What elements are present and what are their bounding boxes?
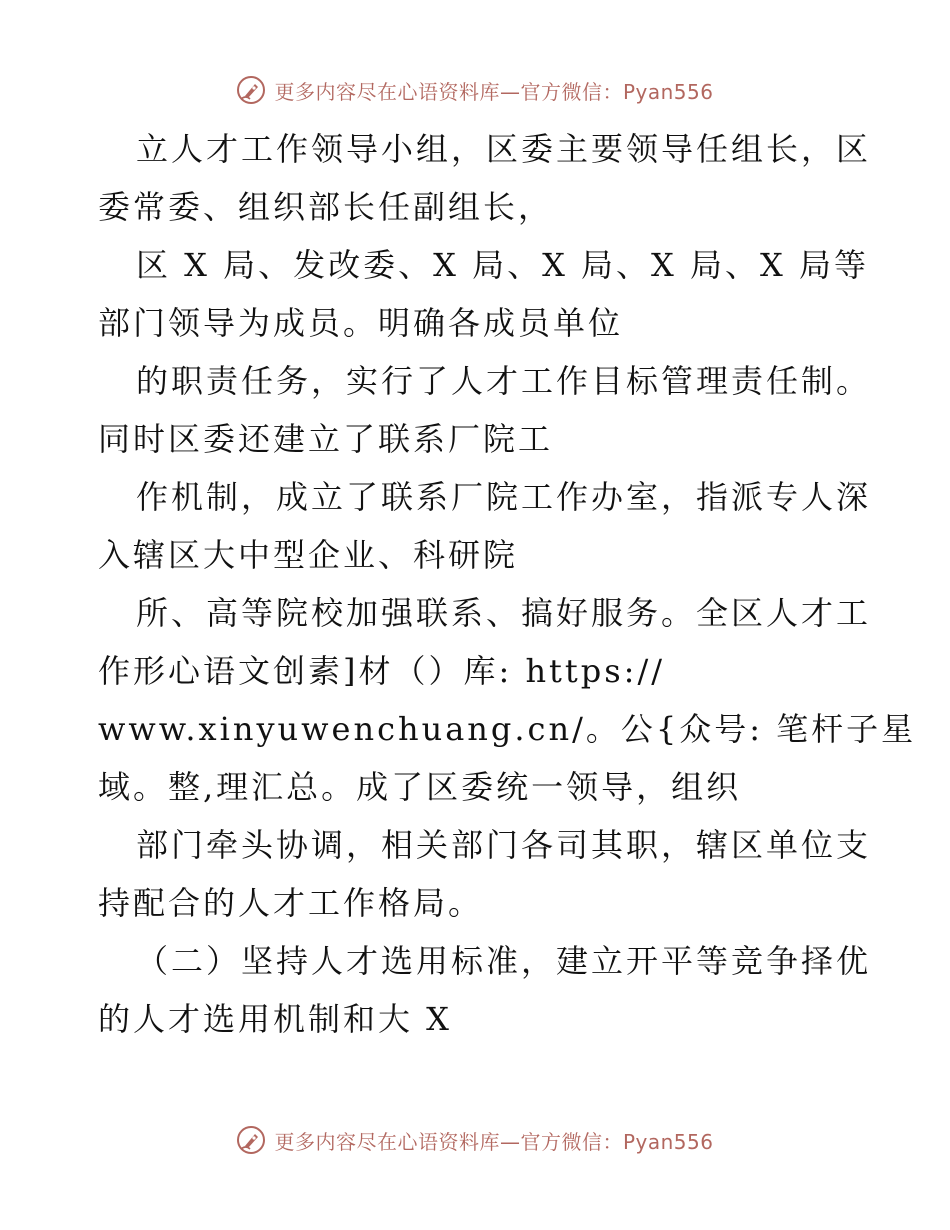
header-banner [0,70,950,110]
header-banner-text: 更多内容尽在心语资料库—官方微信：Pyan556 [274,79,714,104]
body-line: 部门领导为成员。明确各成员单位 [98,304,624,342]
footer-banner [0,1120,950,1160]
body-line: 委常委、组织部长任副组长， [98,188,554,226]
body-line: 作形心语文创素]材（）库: https:// [98,652,666,690]
document-body [98,120,917,1048]
body-line: （二）坚持人才选用标准，建立开平等竞争择优 [136,942,872,980]
body-line: 域。整,理汇总。成了区委统一领导，组织 [98,768,742,806]
body-line: 持配合的人才工作格局。 [98,884,484,922]
body-line: www.xinyuwenchuang.cn/。公{众号: 笔杆子星 [98,710,917,748]
footer-banner-text: 更多内容尽在心语资料库—官方微信：Pyan556 [274,1129,714,1154]
body-line: 作机制，成立了联系厂院工作办室，指派专人深 [136,478,872,516]
pen-nib-logo-icon [236,75,266,105]
body-line: 立人才工作领导小组，区委主要领导任组长，区 [136,130,872,168]
pen-nib-logo-icon [236,1125,266,1155]
body-line: 区 X 局、发改委、X 局、X 局、X 局、X 局等 [136,246,869,284]
body-line: 部门牵头协调，相关部门各司其职，辖区单位支 [136,826,872,864]
body-line: 所、高等院校加强联系、搞好服务。全区人才工 [136,594,872,632]
body-line: 的人才选用机制和大 X [98,1000,452,1038]
body-line: 同时区委还建立了联系厂院工 [98,420,554,458]
body-line: 入辖区大中型企业、科研院 [98,536,519,574]
body-line: 的职责任务，实行了人才工作目标管理责任制。 [136,362,872,400]
